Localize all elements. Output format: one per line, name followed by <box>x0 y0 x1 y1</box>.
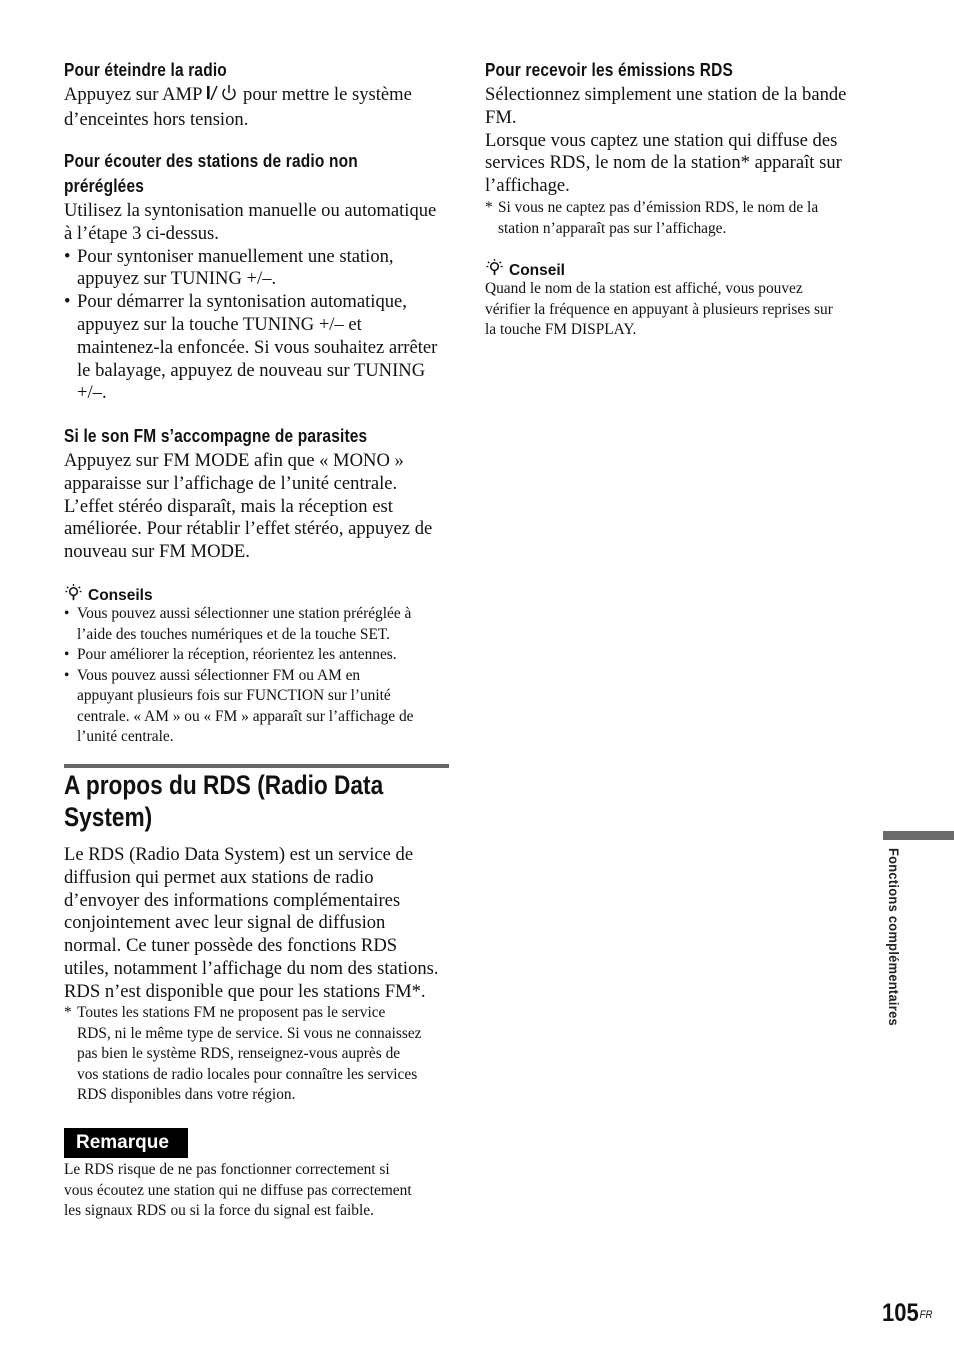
tips-list <box>64 604 454 748</box>
right-column <box>485 0 870 338</box>
paragraph-tuning: Utilisez la syntonisation manuelle ou automatique à l’étape 3 ci-dessus. • Pour syntoniser manuellement une station, appuyez sur TUNING +/–. • Pour démarrer la syntonisation automatique, appuyez sur la touche TUNING +/– et maintenez-la enfoncée. Si vous souhaitez arrêter le balayage, appuyez de nouveau sur TUNING +/–. <box>64 200 454 405</box>
heading-receive-rds: Pour recevoir les émissions RDS <box>485 60 733 80</box>
list-item: • Vous pouvez aussi sélectionner FM ou AM en appuyant plusieurs fois sur FUNCTION sur l’unité centrale. « AM » ou « FM » apparaît sur l’affichage de l’unité centrale. <box>64 666 414 745</box>
footnote-rds: * Toutes les stations FM ne proposent pas le service RDS, ni le même type de service. Si vous ne connaissez pas bien le système RDS, renseignez-vous auprès de vos stations de radio locales pour connaître les services RDS disponibles dans votre région. <box>64 1004 422 1103</box>
heading-non-preset-stations: Pour écouter des stations de radio non préréglées <box>64 151 358 196</box>
list-item: • Vous pouvez aussi sélectionner une station préréglée à l’aide des touches numériques et de la touche SET. <box>64 605 412 643</box>
tip-heading: Conseil <box>485 258 565 283</box>
page-suffix: FR <box>919 1309 933 1321</box>
paragraph-receive-rds: Sélectionnez simplement une station de la bande FM. Lorsque vous captez une station qui diffuse des services RDS, le nom de la station* apparaît sur l’affichage. <box>485 84 847 197</box>
list-item: • Pour syntoniser manuellement une station, appuyez sur TUNING +/–. <box>64 245 394 290</box>
heading-fm-noise: Si le son FM s’accompagne de parasites <box>64 426 368 446</box>
remarque-label: Remarque <box>64 1128 188 1158</box>
paragraph-remarque: Le RDS risque de ne pas fonctionner correctement si vous écoutez une station qui ne diffuse pas correctement les signaux RDS ou si la force du signal est faible. <box>64 1161 412 1219</box>
paragraph-turn-off: Appuyez sur AMP pour mettre le système d’enceintes hors tension. <box>64 84 412 130</box>
heading-turn-off-radio: Pour éteindre la radio <box>64 60 227 80</box>
list-item: • Pour améliorer la réception, réorientez les antennes. <box>64 646 397 663</box>
tips-heading: Conseils <box>64 583 153 608</box>
section-title-rds: A propos du RDS (Radio Data System) <box>64 770 384 832</box>
footnote-station-name: * Si vous ne captez pas d’émission RDS, le nom de la station n’apparaît pas sur l’affichage. <box>485 199 819 237</box>
paragraph-tip-fm-display: Quand le nom de la station est affiché, vous pouvez vérifier la fréquence en appuyant à plusieurs reprises sur la touche FM DISPLAY. <box>485 280 833 338</box>
page-number: $105^{FR}$ <box>882 1299 933 1327</box>
side-tab-bar <box>883 831 954 840</box>
paragraph-fm-mode: Appuyez sur FM MODE afin que « MONO » apparaisse sur l’affichage de l’unité centrale. L’effet stéréo disparaît, mais la réception est améliorée. Pour rétablir l’effet stéréo, appuyez de nouveau sur FM MODE. <box>64 450 433 563</box>
list-item: • Pour démarrer la syntonisation automatique, appuyez sur la touche TUNING +/– et maintenez-la enfoncée. Si vous souhaitez arrêter le balayage, appuyez de nouveau sur TUNING +/–. <box>64 291 438 404</box>
side-section-label: Fonctions complémentaires <box>886 848 902 1026</box>
power-standby-icon <box>206 84 238 109</box>
paragraph-rds-intro: Le RDS (Radio Data System) est un service de diffusion qui permet aux stations de radio d’envoyer des informations complémentaires conjointement avec leur signal de diffusion normal. Ce tuner possède des fonctions RDS utiles, notamment l’affichage du nom des stations. RDS n’est disponible que pour les stations FM*. <box>64 844 439 1002</box>
section-divider <box>64 764 449 768</box>
